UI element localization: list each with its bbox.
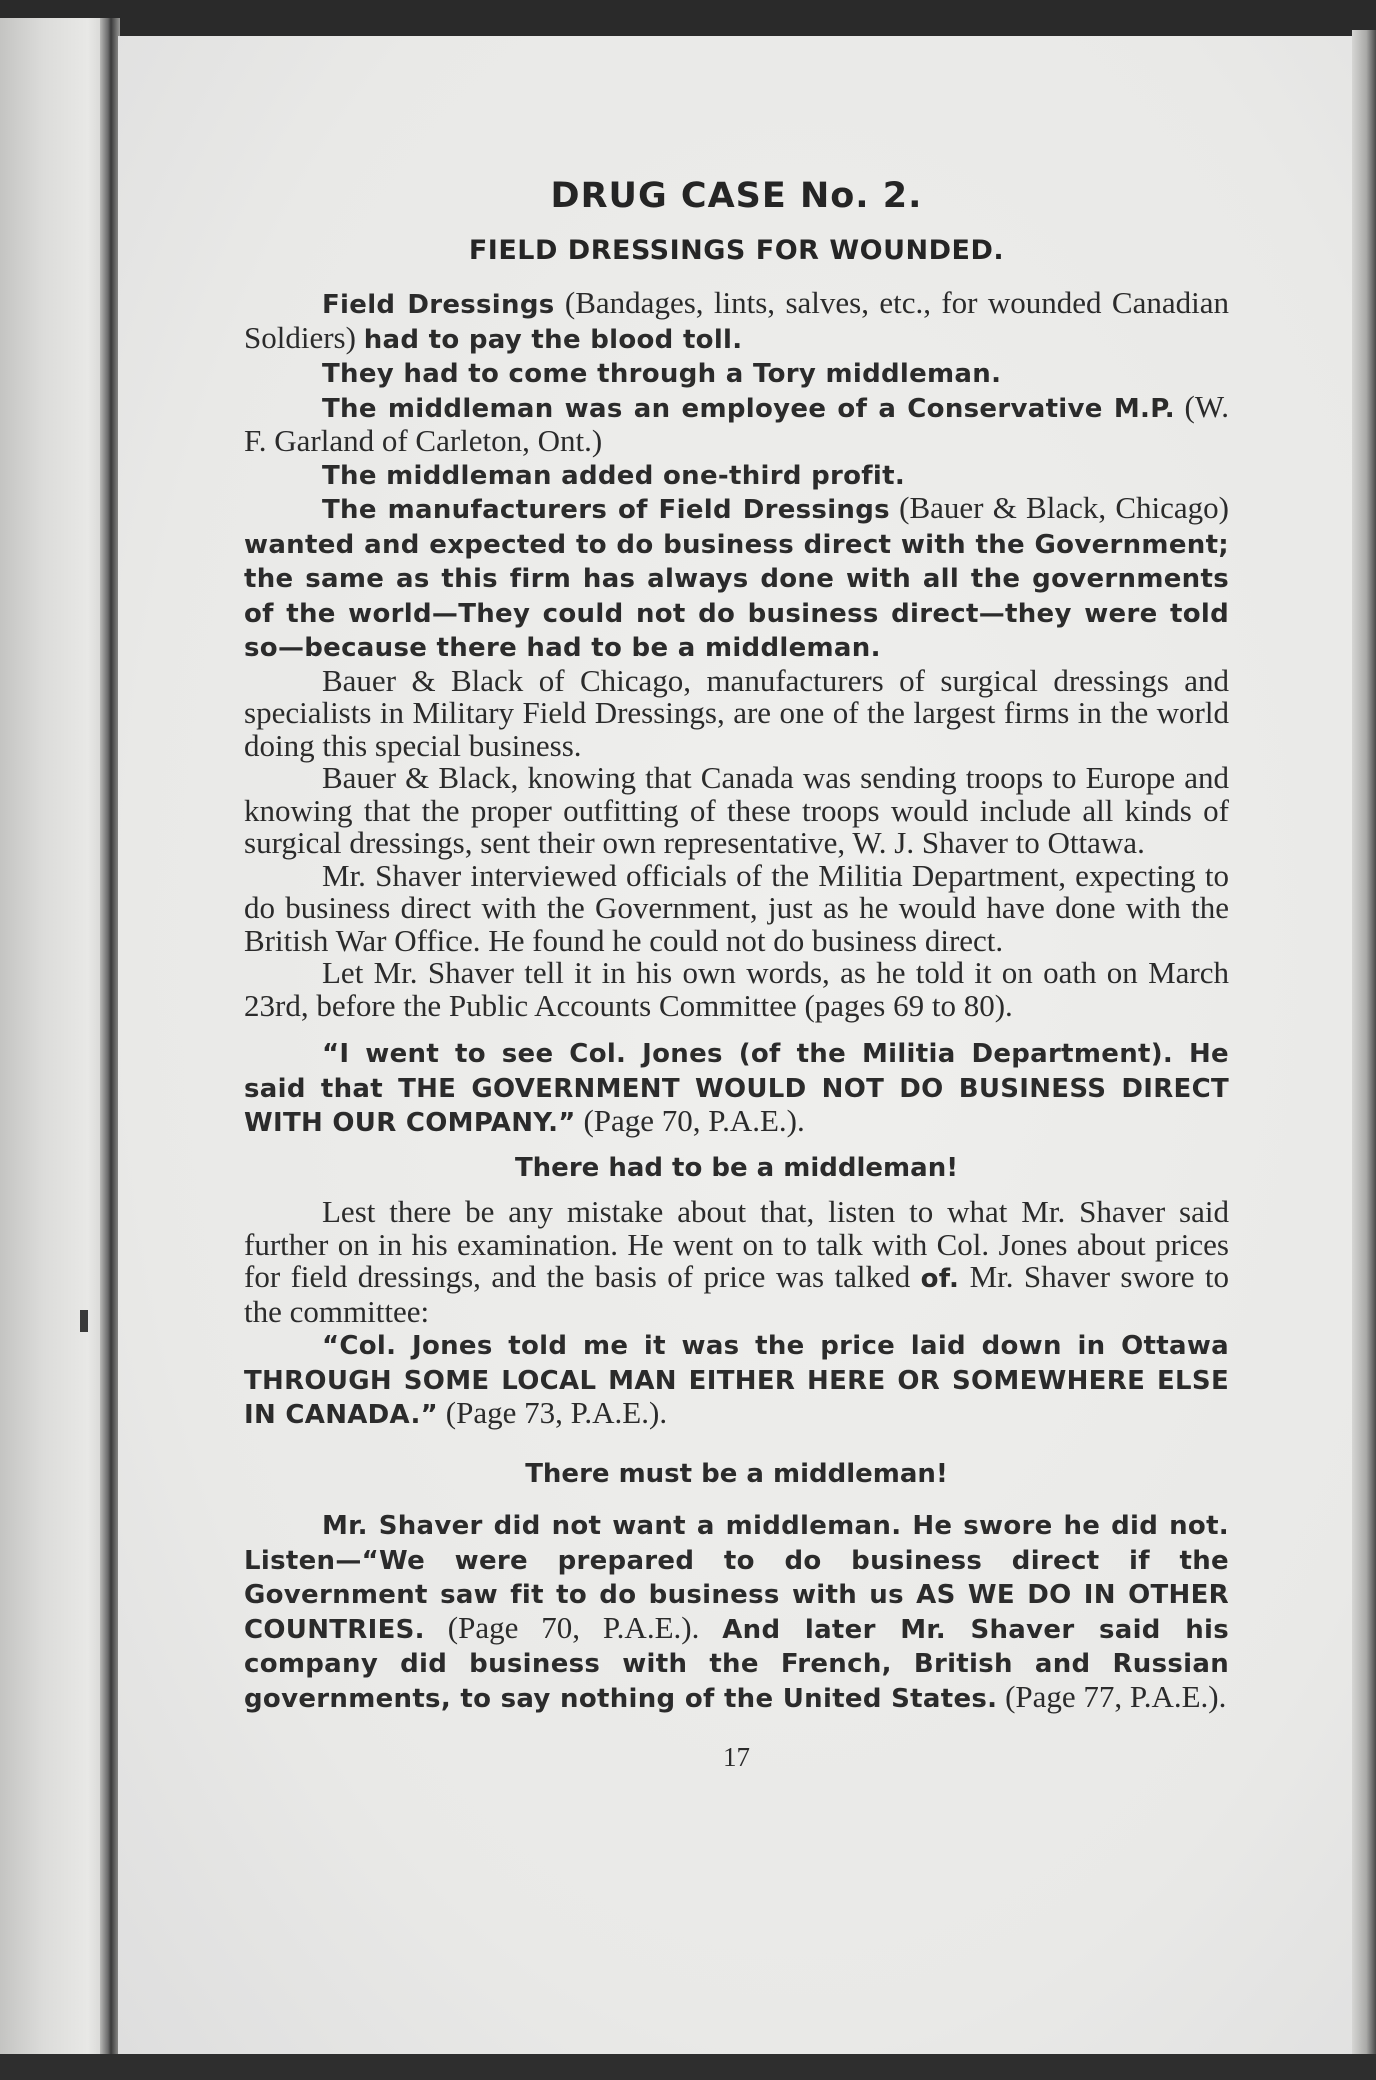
bottom-band [0, 2054, 1376, 2080]
bold-text: “I went to see Col. Jones (of the Militia Department). He said that THE GOVERNMENT WOULD NOT DO BUSINESS DIRECT WITH OUR COMPANY.” [244, 1039, 1229, 1138]
paragraph [244, 458, 1229, 493]
page-mark [80, 1310, 88, 1332]
book-gutter [100, 18, 120, 2063]
text: (Bandages, lints, salves, etc., for wounded Canadian Soldiers) [244, 285, 1229, 355]
text: (Page 73, P.A.E.). [438, 1395, 668, 1430]
page-number: 17 [723, 1742, 750, 1772]
text: (Bauer & Black, Chicago) [889, 490, 1229, 525]
paragraph: Let Mr. Shaver tell it in his own words, as he told it on oath on March 23rd, before the Public Accounts Committee (pages 69 to 80). [244, 955, 1229, 1023]
bold-text: The middleman was an employee of a Conservative M.P. [322, 393, 1175, 424]
section-heading: There must be a middleman! [525, 1458, 948, 1489]
bold-text: The middleman added one-third profit. [322, 460, 906, 491]
document-title: DRUG CASE No. 2. [550, 176, 923, 216]
paragraph [244, 1196, 1229, 1328]
bold-text: wanted and expected to do business direct with the Government; the same as this firm has always done with all the governments of the world—They could not do business direct—they were told so—because there had to be a middleman. [244, 529, 1229, 663]
bold-text: Mr. Shaver did not want a middleman. He swore he did not. Listen—“We were prepared to do business direct if the Government saw fit to do business with us AS WE DO IN OTHER COUNTRIES. [244, 1511, 1229, 1645]
paragraph [244, 356, 1229, 391]
quote-paragraph [244, 1036, 1229, 1140]
bold-text: had to pay the blood toll. [363, 324, 743, 355]
bold-text: Field Dressings [322, 290, 555, 320]
paragraph [244, 388, 1229, 458]
document-subtitle: FIELD DRESSINGS FOR WOUNDED. [468, 234, 1005, 266]
text: (Page 70, P.A.E.). [575, 1103, 805, 1138]
text: (Page 70, P.A.E.). [424, 1609, 723, 1645]
bold-text: They had to come through a Tory middleman. [322, 359, 1002, 389]
bold-text: The manufacturers of Field Dressings [322, 495, 890, 525]
paragraph [244, 287, 1229, 356]
quote-paragraph [244, 1328, 1229, 1432]
left-page-edge [0, 18, 110, 2063]
page-content [244, 170, 1229, 1774]
text: Mr. Shaver swore to the committee: [244, 1259, 1229, 1329]
paragraph: Mr. Shaver interviewed officials of the Militia Department, expecting to do business direct with the Government, just as he would have done with the British War Office. He found he could not do business direct. [244, 857, 1229, 958]
text: Lest there be any mistake about that, listen to what Mr. Shaver said further on in his examination. He went on to talk with Col. Jones about prices for field dressings, and the basis of price was talked [244, 1194, 1229, 1294]
text: (Page 77, P.A.E.). [997, 1678, 1227, 1714]
paragraph: Bauer & Black, knowing that Canada was sending troops to Europe and knowing that the proper outfitting of these troops would include all kinds of surgical dressings, sent their own representative, W. J. Shaver to Ottawa. [244, 760, 1229, 860]
paragraph [244, 1508, 1229, 1715]
right-page-edge [1352, 30, 1376, 2080]
paragraph: Bauer & Black of Chicago, manufacturers of surgical dressings and specialists in Military Field Dressings, are one of the largest firms in the world doing this special business. [244, 662, 1229, 763]
bold-text: “Col. Jones told me it was the price laid down in Ottawa THROUGH SOME LOCAL MAN EITHER HERE OR SOMEWHERE ELSE IN CANADA.” [244, 1331, 1229, 1430]
text: (W. F. Garland of Carleton, Ont.) [244, 388, 1229, 458]
bold-text: of. [920, 1264, 960, 1294]
section-heading: There had to be a middleman! [514, 1152, 959, 1183]
bold-text: And later Mr. Shaver said his company did business with the French, British and Russian governments, to say nothing of the United States. [244, 1614, 1229, 1714]
paragraph [244, 492, 1229, 665]
